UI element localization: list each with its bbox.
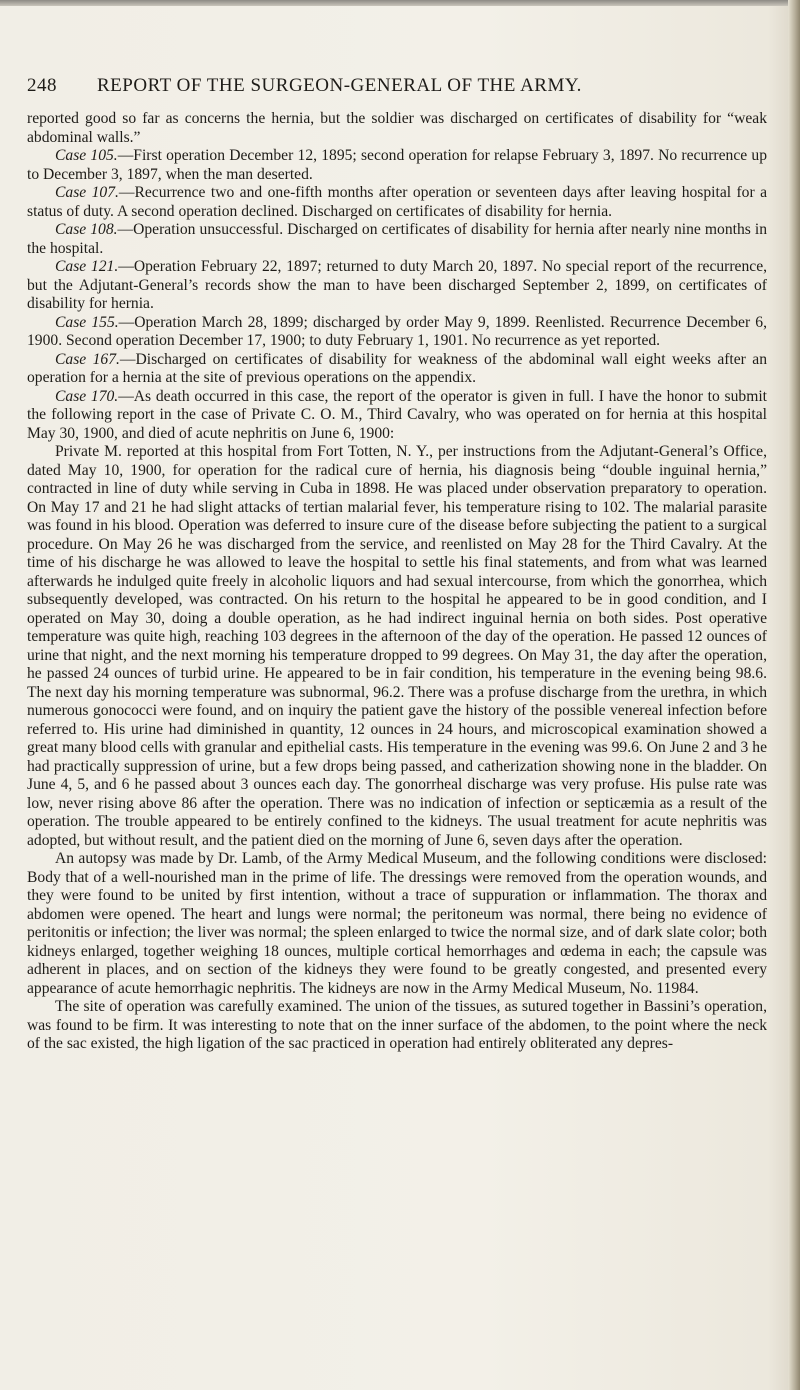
paragraph [27, 443, 767, 850]
case-label: Case 155. [55, 313, 119, 331]
case-label: Case 170. [55, 387, 119, 405]
case-label: Case 107. [55, 184, 119, 201]
paragraph [27, 351, 767, 388]
paragraph [27, 314, 767, 351]
paragraph [27, 998, 767, 1054]
running-header [27, 75, 767, 97]
body-text [27, 110, 767, 1054]
paragraph-text: —Operation March 28, 1899; discharged by order May 9, 1899. Reenlisted. Recurrence December 6, 1900. Second operation December 17, 1900; to duty February 1, 1901. No recurrence as yet reported. [27, 313, 767, 349]
scan-top-edge [0, 0, 800, 6]
paragraph [27, 388, 767, 444]
paragraph [27, 221, 767, 258]
paragraph-text: reported good so far as concerns the hernia, but the soldier was discharged on certificates of disability for “weak abdominal walls.” [27, 110, 767, 146]
paragraph [27, 850, 767, 998]
case-label: Case 121. [55, 258, 119, 275]
paragraph-text: —Discharged on certificates of disability for weakness of the abdominal wall eight weeks after an operation for a hernia at the site of previous operations on the appendix. [27, 350, 768, 386]
paragraph-text: The site of operation was carefully examined. The union of the tissues, as sutured together in Bassini’s operation, was found to be firm. It was interesting to note that on the inner surface of the abdomen, to the point where the neck of the sac existed, the high ligation of the sac practiced in operation had entirely obliterated any depres- [27, 998, 767, 1052]
running-title: REPORT OF THE SURGEON-GENERAL OF THE ARMY. [97, 75, 582, 96]
case-label: Case 108. [55, 221, 118, 238]
paragraph-text: —As death occurred in this case, the report of the operator is given in full. I have the honor to submit the following report in the case of Private C. O. M., Third Cavalry, who was operated on for hernia at this hospital May 30, 1900, and died of acute nephritis on June 6, 1900: [27, 387, 767, 442]
case-label: Case 105. [55, 147, 118, 164]
paragraph [27, 147, 767, 184]
paragraph [27, 184, 767, 221]
paragraph-text: An autopsy was made by Dr. Lamb, of the Army Medical Museum, and the following conditions were disclosed: Body that of a well-nourished man in the prime of life. The dressings were removed from the operation wounds, and they were found to be united by first intention, without a trace of suppuration or inflammation. The thorax and abdomen were opened. The heart and lungs were normal; the peritoneum was normal, there being no evidence of peritonitis or infection; the liver was normal; the spleen enlarged to twice the normal size, and of dark slate color; both kidneys enlarged, together weighing 18 ounces, multiple cortical hemorrhages and œdema in each; the capsule was adherent in places, and on section of the kidneys they were found to be greatly congested, and presented every appearance of acute hemorrhagic nephritis. The kidneys are now in the Army Medical Museum, No. 11984. [27, 850, 767, 997]
page-binding-edge [788, 0, 800, 1390]
case-label: Case 167. [55, 350, 120, 368]
paragraph-text: —Operation unsuccessful. Discharged on certificates of disability for hernia after nearly nine months in the hospital. [27, 221, 768, 257]
page-number: 248 [27, 75, 57, 96]
paragraph [27, 258, 767, 314]
paragraph-text: Private M. reported at this hospital from Fort Totten, N. Y., per instructions from the Adjutant-General’s Office, dated May 10, 1900, for operation for the radical cure of hernia, his diagnosis being “double inguinal hernia,” contracted in line of duty while serving in Cuba in 1898. He was placed under observation preparatory to operation. On May 17 and 21 he had slight attacks of tertian malarial fever, his temperature rising to 102. The malarial parasite was found in his blood. Operation was deferred to insure cure of the disease before subjecting the patient to a surgical procedure. On May 26 he was discharged from the service, and reenlisted on May 28 for the Third Cavalry. At the time of his discharge he was allowed to leave the hospital to settle his final statements, and from what was learned afterwards he indulged quite freely in alcoholic liquors and had sexual intercourse, from which the gonorrhea, which subsequently developed, was contracted. On his return to the hospital he appeared to be in good condition, and I operated on May 30, doing a double operation, as he had indirect inguinal hernia on both sides. Post operative temperature was quite high, reaching 103 degrees in the afternoon of the day of the operation. He passed 12 ounces of urine that night, and the next morning his temperature dropped to 99 degrees. On May 31, the day after the operation, he passed 24 ounces of turbid urine. He appeared to be in fair condition, his temperature in the evening being 98.6. The next day his morning temperature was subnormal, 96.2. There was a profuse discharge from the urethra, in which numerous gonococci were found, and on inquiry the patient gave the history of the possible venereal infection before referred to. His urine had diminished in quantity, 12 ounces in 24 hours, and microscopical examination showed a great many blood cells with granular and epithelial casts. His temperature in the evening was 99.6. On June 2 and 3 he had practically suppression of urine, but a few drops being passed, and catherization showing none in the bladder. On June 4, 5, and 6 he passed about 3 ounces each day. The gonorrheal discharge was very profuse. His pulse rate was low, never rising above 86 after the operation. There was no indication of infection or septicæmia as a result of the operation. The trouble appeared to be entirely confined to the kidneys. The usual treatment for acute nephritis was adopted, but without result, and the patient died on the morning of June 6, seven days after the operation. [27, 443, 767, 849]
paragraph-text: —First operation December 12, 1895; second operation for relapse February 3, 1897. No recurrence up to December 3, 1897, when the man deserted. [27, 147, 768, 183]
paragraph [27, 110, 767, 147]
paragraph-text: —Recurrence two and one-fifth months after operation or seventeen days after leaving hospital for a status of duty. A second operation declined. Discharged on certificates of disability for hernia. [27, 184, 768, 220]
paragraph-text: —Operation February 22, 1897; returned to duty March 20, 1897. No special report of the recurrence, but the Adjutant-General’s records show the man to have been discharged September 2, 1899, on certificates of disability for hernia. [27, 258, 768, 312]
